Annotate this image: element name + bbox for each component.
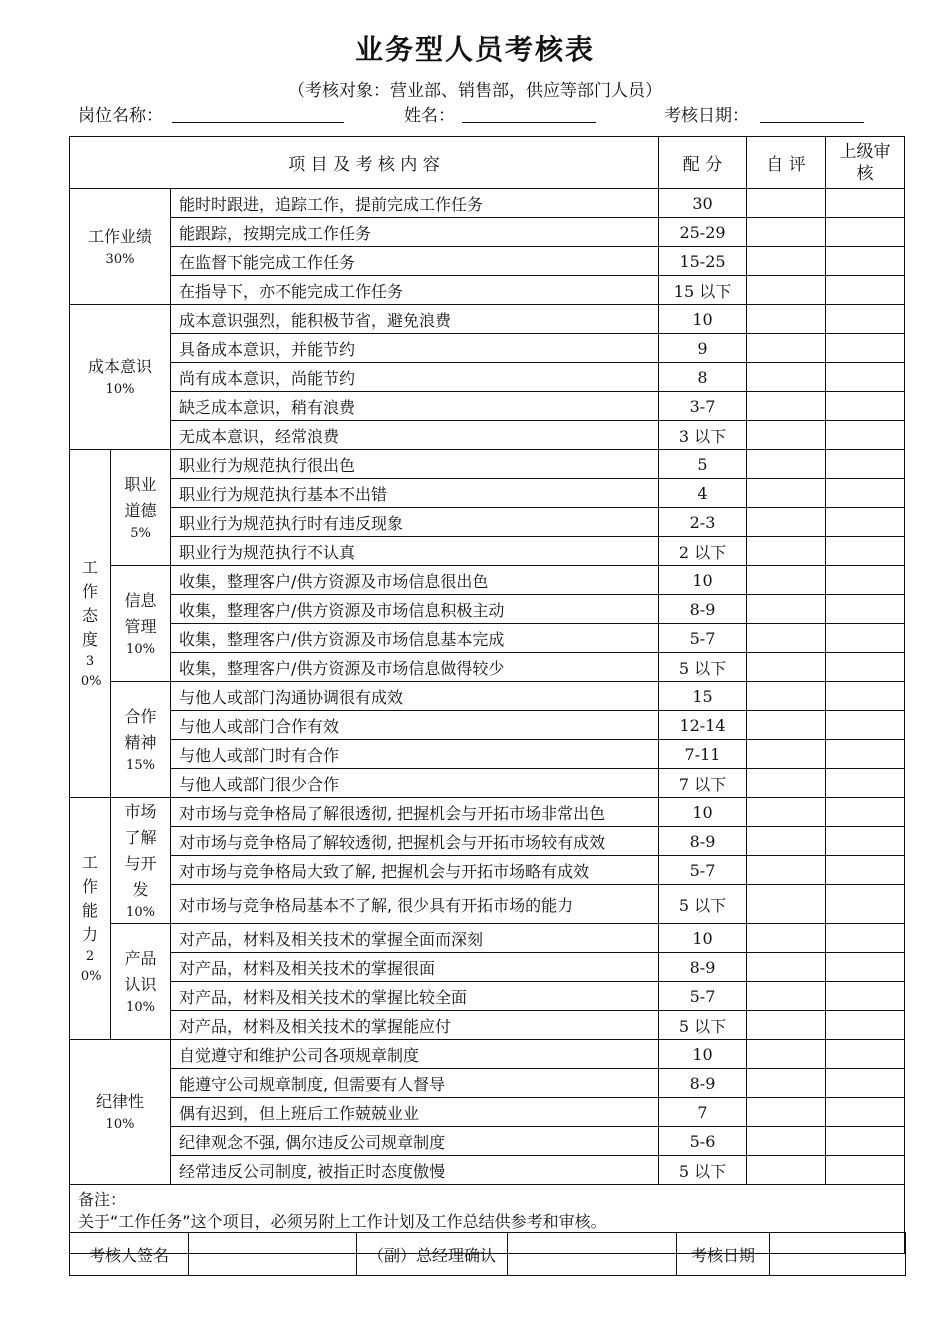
position-field[interactable]: [172, 122, 344, 123]
criteria-score: 10: [659, 305, 747, 334]
criteria-row: [70, 421, 905, 450]
self-eval-cell[interactable]: [747, 305, 826, 334]
superior-review-cell[interactable]: [826, 682, 905, 711]
criteria-description: 尚有成本意识，尚能节约: [171, 363, 659, 392]
self-eval-cell[interactable]: [747, 566, 826, 595]
self-eval-cell[interactable]: [747, 276, 826, 305]
self-eval-cell[interactable]: [747, 711, 826, 740]
product-knowledge-name: 产品认识: [124, 948, 157, 994]
work-ability-percentage: 20%: [80, 948, 102, 984]
superior-review-cell[interactable]: [826, 769, 905, 798]
criteria-score: 10: [659, 566, 747, 595]
criteria-description: 收集，整理客户/供方资源及市场信息做得较少: [171, 653, 659, 682]
criteria-row: [70, 624, 905, 653]
market-development-percentage: 10%: [126, 904, 155, 920]
superior-review-cell[interactable]: [826, 508, 905, 537]
criteria-row: [70, 924, 905, 953]
criteria-row: [70, 740, 905, 769]
superior-review-cell[interactable]: [826, 1069, 905, 1098]
product-knowledge-cell: [111, 924, 171, 1040]
criteria-score: 15: [659, 682, 747, 711]
remarks-text: 关于“工作任务”这个项目，必须另附上工作计划及工作总结供参考和审核。: [78, 1212, 607, 1231]
criteria-description: 对产品，材料及相关技术的掌握能应付: [171, 1011, 659, 1040]
criteria-score: 3-7: [659, 392, 747, 421]
name-label: 姓名：: [404, 106, 455, 126]
criteria-description: 无成本意识，经常浪费: [171, 421, 659, 450]
criteria-description: 对市场与竞争格局基本不了解, 很少具有开拓市场的能力: [171, 885, 659, 924]
gm-signature-field[interactable]: [508, 1233, 677, 1276]
criteria-row: [70, 1127, 905, 1156]
performance-percentage: 30%: [105, 251, 135, 267]
info-management-cell: [111, 566, 171, 682]
position-label: 岗位名称：: [78, 106, 163, 126]
superior-review-cell[interactable]: [826, 450, 905, 479]
criteria-description: 对市场与竞争格局了解很透彻, 把握机会与开拓市场非常出色: [171, 798, 659, 827]
criteria-description: 成本意识强烈，能积极节省，避免浪费: [171, 305, 659, 334]
criteria-row: [70, 247, 905, 276]
criteria-description: 与他人或部门很少合作: [171, 769, 659, 798]
criteria-score: 5: [659, 450, 747, 479]
criteria-description: 能时时跟进，追踪工作，提前完成工作任务: [171, 189, 659, 218]
discipline-name: 纪律性: [95, 1092, 144, 1111]
self-eval-cell[interactable]: [747, 924, 826, 953]
criteria-row: [70, 508, 905, 537]
criteria-row: [70, 189, 905, 218]
criteria-row: [70, 953, 905, 982]
criteria-score: 10: [659, 1040, 747, 1069]
criteria-row: [70, 363, 905, 392]
header-score: 配 分: [659, 137, 747, 189]
criteria-description: 对产品，材料及相关技术的掌握全面而深刻: [171, 924, 659, 953]
criteria-description: 自觉遵守和维护公司各项规章制度: [171, 1040, 659, 1069]
criteria-row: [70, 305, 905, 334]
criteria-description: 对市场与竞争格局大致了解, 把握机会与开拓市场略有成效: [171, 856, 659, 885]
criteria-score: 12-14: [659, 711, 747, 740]
criteria-row: [70, 276, 905, 305]
self-eval-cell[interactable]: [747, 1127, 826, 1156]
self-eval-cell[interactable]: [747, 595, 826, 624]
criteria-row: [70, 711, 905, 740]
criteria-row: [70, 827, 905, 856]
criteria-description: 职业行为规范执行很出色: [171, 450, 659, 479]
criteria-description: 对产品，材料及相关技术的掌握比较全面: [171, 982, 659, 1011]
criteria-score: 15-25: [659, 247, 747, 276]
gm-label: （副）总经理确认: [357, 1233, 508, 1276]
criteria-row: [70, 769, 905, 798]
self-eval-cell[interactable]: [747, 479, 826, 508]
superior-review-cell[interactable]: [826, 479, 905, 508]
criteria-score: 25-29: [659, 218, 747, 247]
criteria-score: 5 以下: [659, 653, 747, 682]
criteria-description: 偶有迟到，但上班后工作兢兢业业: [171, 1098, 659, 1127]
criteria-score: 5 以下: [659, 885, 747, 924]
criteria-row: [70, 537, 905, 566]
signature-row: [70, 1233, 906, 1276]
professional-ethics-name: 职业道德: [124, 474, 157, 520]
criteria-score: 7 以下: [659, 769, 747, 798]
criteria-score: 10: [659, 924, 747, 953]
self-eval-cell[interactable]: [747, 392, 826, 421]
self-eval-cell[interactable]: [747, 508, 826, 537]
self-eval-cell[interactable]: [747, 537, 826, 566]
superior-review-cell[interactable]: [826, 711, 905, 740]
market-development-cell: [111, 798, 171, 924]
superior-review-cell[interactable]: [826, 537, 905, 566]
criteria-row: [70, 1069, 905, 1098]
criteria-score: 8-9: [659, 1069, 747, 1098]
criteria-score: 8-9: [659, 827, 747, 856]
superior-review-cell[interactable]: [826, 798, 905, 827]
self-eval-cell[interactable]: [747, 769, 826, 798]
superior-review-cell[interactable]: [826, 856, 905, 885]
work-ability-cell: [70, 798, 111, 1040]
form-subtitle: （考核对象：营业部、销售部，供应等部门人员）: [288, 81, 662, 101]
cost-awareness-name: 成本意识: [87, 357, 152, 376]
criteria-score: 4: [659, 479, 747, 508]
self-eval-cell[interactable]: [747, 363, 826, 392]
self-eval-cell[interactable]: [747, 189, 826, 218]
criteria-row: [70, 1040, 905, 1069]
superior-review-cell[interactable]: [826, 421, 905, 450]
criteria-description: 职业行为规范执行时有违反现象: [171, 508, 659, 537]
criteria-description: 缺乏成本意识，稍有浪费: [171, 392, 659, 421]
criteria-score: 7-11: [659, 740, 747, 769]
work-attitude-cell: [70, 450, 111, 798]
assessment-date-label: 考核日期: [677, 1233, 770, 1276]
self-eval-cell[interactable]: [747, 1011, 826, 1040]
criteria-description: 具备成本意识，并能节约: [171, 334, 659, 363]
criteria-score: 15 以下: [659, 276, 747, 305]
teamwork-percentage: 15%: [126, 757, 155, 773]
self-eval-cell[interactable]: [747, 653, 826, 682]
superior-review-cell[interactable]: [826, 305, 905, 334]
superior-review-cell[interactable]: [826, 189, 905, 218]
self-eval-cell[interactable]: [747, 334, 826, 363]
discipline-cell: [70, 1040, 171, 1185]
self-eval-cell[interactable]: [747, 885, 826, 924]
self-eval-cell[interactable]: [747, 982, 826, 1011]
criteria-row: [70, 653, 905, 682]
signature-table: [69, 1232, 906, 1276]
professional-ethics-percentage: 5%: [130, 525, 151, 541]
criteria-score: 5-7: [659, 856, 747, 885]
criteria-row: [70, 392, 905, 421]
table-header-row: [70, 137, 905, 189]
criteria-row: [70, 885, 905, 924]
self-eval-cell[interactable]: [747, 740, 826, 769]
criteria-score: 5-6: [659, 1127, 747, 1156]
criteria-description: 职业行为规范执行基本不出错: [171, 479, 659, 508]
criteria-score: 5 以下: [659, 1011, 747, 1040]
criteria-description: 职业行为规范执行不认真: [171, 537, 659, 566]
name-field[interactable]: [462, 122, 596, 123]
teamwork-name: 合作精神: [124, 706, 157, 752]
superior-review-cell[interactable]: [826, 982, 905, 1011]
criteria-score: 5-7: [659, 624, 747, 653]
criteria-description: 纪律观念不强, 偶尔违反公司规章制度: [171, 1127, 659, 1156]
superior-review-cell[interactable]: [826, 1156, 905, 1185]
header-self: 自 评: [747, 137, 826, 189]
criteria-score: 8: [659, 363, 747, 392]
superior-review-cell[interactable]: [826, 953, 905, 982]
superior-review-cell[interactable]: [826, 1011, 905, 1040]
superior-review-cell[interactable]: [826, 624, 905, 653]
criteria-row: [70, 982, 905, 1011]
criteria-score: 5 以下: [659, 1156, 747, 1185]
criteria-score: 10: [659, 798, 747, 827]
self-eval-cell[interactable]: [747, 624, 826, 653]
superior-review-cell[interactable]: [826, 1127, 905, 1156]
superior-review-cell[interactable]: [826, 595, 905, 624]
superior-review-cell[interactable]: [826, 218, 905, 247]
criteria-score: 30: [659, 189, 747, 218]
criteria-row: [70, 334, 905, 363]
product-knowledge-percentage: 10%: [126, 999, 155, 1015]
superior-review-cell[interactable]: [826, 363, 905, 392]
superior-review-cell[interactable]: [826, 334, 905, 363]
criteria-row: [70, 1011, 905, 1040]
work-attitude-name: 工作态度: [82, 557, 99, 649]
self-eval-cell[interactable]: [747, 798, 826, 827]
criteria-score: 9: [659, 334, 747, 363]
criteria-description: 在指导下，亦不能完成工作任务: [171, 276, 659, 305]
self-eval-cell[interactable]: [747, 953, 826, 982]
professional-ethics-cell: [111, 450, 171, 566]
criteria-row: [70, 1156, 905, 1185]
criteria-score: 2 以下: [659, 537, 747, 566]
criteria-description: 与他人或部门时有合作: [171, 740, 659, 769]
criteria-row: [70, 450, 905, 479]
performance-cell: [70, 189, 171, 305]
criteria-row: [70, 595, 905, 624]
criteria-score: 8-9: [659, 953, 747, 982]
self-eval-cell[interactable]: [747, 1156, 826, 1185]
criteria-description: 对市场与竞争格局了解较透彻, 把握机会与开拓市场较有成效: [171, 827, 659, 856]
criteria-score: 8-9: [659, 595, 747, 624]
superior-review-cell[interactable]: [826, 1098, 905, 1127]
performance-name: 工作业绩: [87, 226, 152, 246]
info-management-percentage: 10%: [126, 641, 155, 657]
assessor-label: 考核人签名: [70, 1233, 189, 1276]
criteria-score: 3 以下: [659, 421, 747, 450]
criteria-description: 收集，整理客户/供方资源及市场信息很出色: [171, 566, 659, 595]
date-field[interactable]: [760, 122, 864, 123]
criteria-row: [70, 218, 905, 247]
self-eval-cell[interactable]: [747, 1040, 826, 1069]
superior-review-cell[interactable]: [826, 740, 905, 769]
superior-review-cell[interactable]: [826, 827, 905, 856]
market-development-name: 市场了解与开发: [124, 801, 157, 899]
form-title: 业务型人员考核表: [354, 33, 595, 66]
teamwork-cell: [111, 682, 171, 798]
assessment-date-field[interactable]: [770, 1233, 906, 1276]
work-attitude-percentage: 30%: [80, 653, 102, 689]
assessor-signature-field[interactable]: [189, 1233, 357, 1276]
self-eval-cell[interactable]: [747, 856, 826, 885]
header-item: 项 目 及 考 核 内 容: [70, 137, 659, 189]
criteria-description: 经常违反公司制度, 被指正时态度傲慢: [171, 1156, 659, 1185]
criteria-row: [70, 566, 905, 595]
cost-awareness-percentage: 10%: [105, 382, 135, 397]
superior-review-cell[interactable]: [826, 392, 905, 421]
superior-review-cell[interactable]: [826, 1040, 905, 1069]
criteria-score: 5-7: [659, 982, 747, 1011]
discipline-percentage: 10%: [105, 1117, 135, 1132]
criteria-row: [70, 856, 905, 885]
criteria-score: 2-3: [659, 508, 747, 537]
criteria-description: 能跟踪，按期完成工作任务: [171, 218, 659, 247]
superior-review-cell[interactable]: [826, 247, 905, 276]
self-eval-cell[interactable]: [747, 421, 826, 450]
criteria-row: [70, 798, 905, 827]
superior-review-cell[interactable]: [826, 885, 905, 924]
criteria-row: [70, 479, 905, 508]
self-eval-cell[interactable]: [747, 450, 826, 479]
work-ability-name: 工作能力: [82, 852, 99, 944]
criteria-description: 收集，整理客户/供方资源及市场信息基本完成: [171, 624, 659, 653]
superior-review-cell[interactable]: [826, 653, 905, 682]
cost-awareness-cell: [70, 305, 171, 450]
criteria-description: 收集，整理客户/供方资源及市场信息积极主动: [171, 595, 659, 624]
superior-review-cell[interactable]: [826, 566, 905, 595]
self-eval-cell[interactable]: [747, 1069, 826, 1098]
remarks-label: 备注：: [78, 1190, 127, 1209]
date-label: 考核日期：: [664, 106, 749, 126]
self-eval-cell[interactable]: [747, 827, 826, 856]
criteria-description: 与他人或部门合作有效: [171, 711, 659, 740]
superior-review-cell[interactable]: [826, 276, 905, 305]
self-eval-cell[interactable]: [747, 218, 826, 247]
criteria-description: 在监督下能完成工作任务: [171, 247, 659, 276]
self-eval-cell[interactable]: [747, 247, 826, 276]
criteria-score: 7: [659, 1098, 747, 1127]
criteria-description: 对产品，材料及相关技术的掌握很面: [171, 953, 659, 982]
self-eval-cell[interactable]: [747, 682, 826, 711]
info-management-name: 信息管理: [124, 590, 157, 636]
criteria-description: 与他人或部门沟通协调很有成效: [171, 682, 659, 711]
header-superior: 上级审核: [826, 137, 905, 189]
criteria-row: [70, 682, 905, 711]
superior-review-cell[interactable]: [826, 924, 905, 953]
criteria-row: [70, 1098, 905, 1127]
assessment-table: [69, 136, 905, 1254]
criteria-description: 能遵守公司规章制度, 但需要有人督导: [171, 1069, 659, 1098]
self-eval-cell[interactable]: [747, 1098, 826, 1127]
